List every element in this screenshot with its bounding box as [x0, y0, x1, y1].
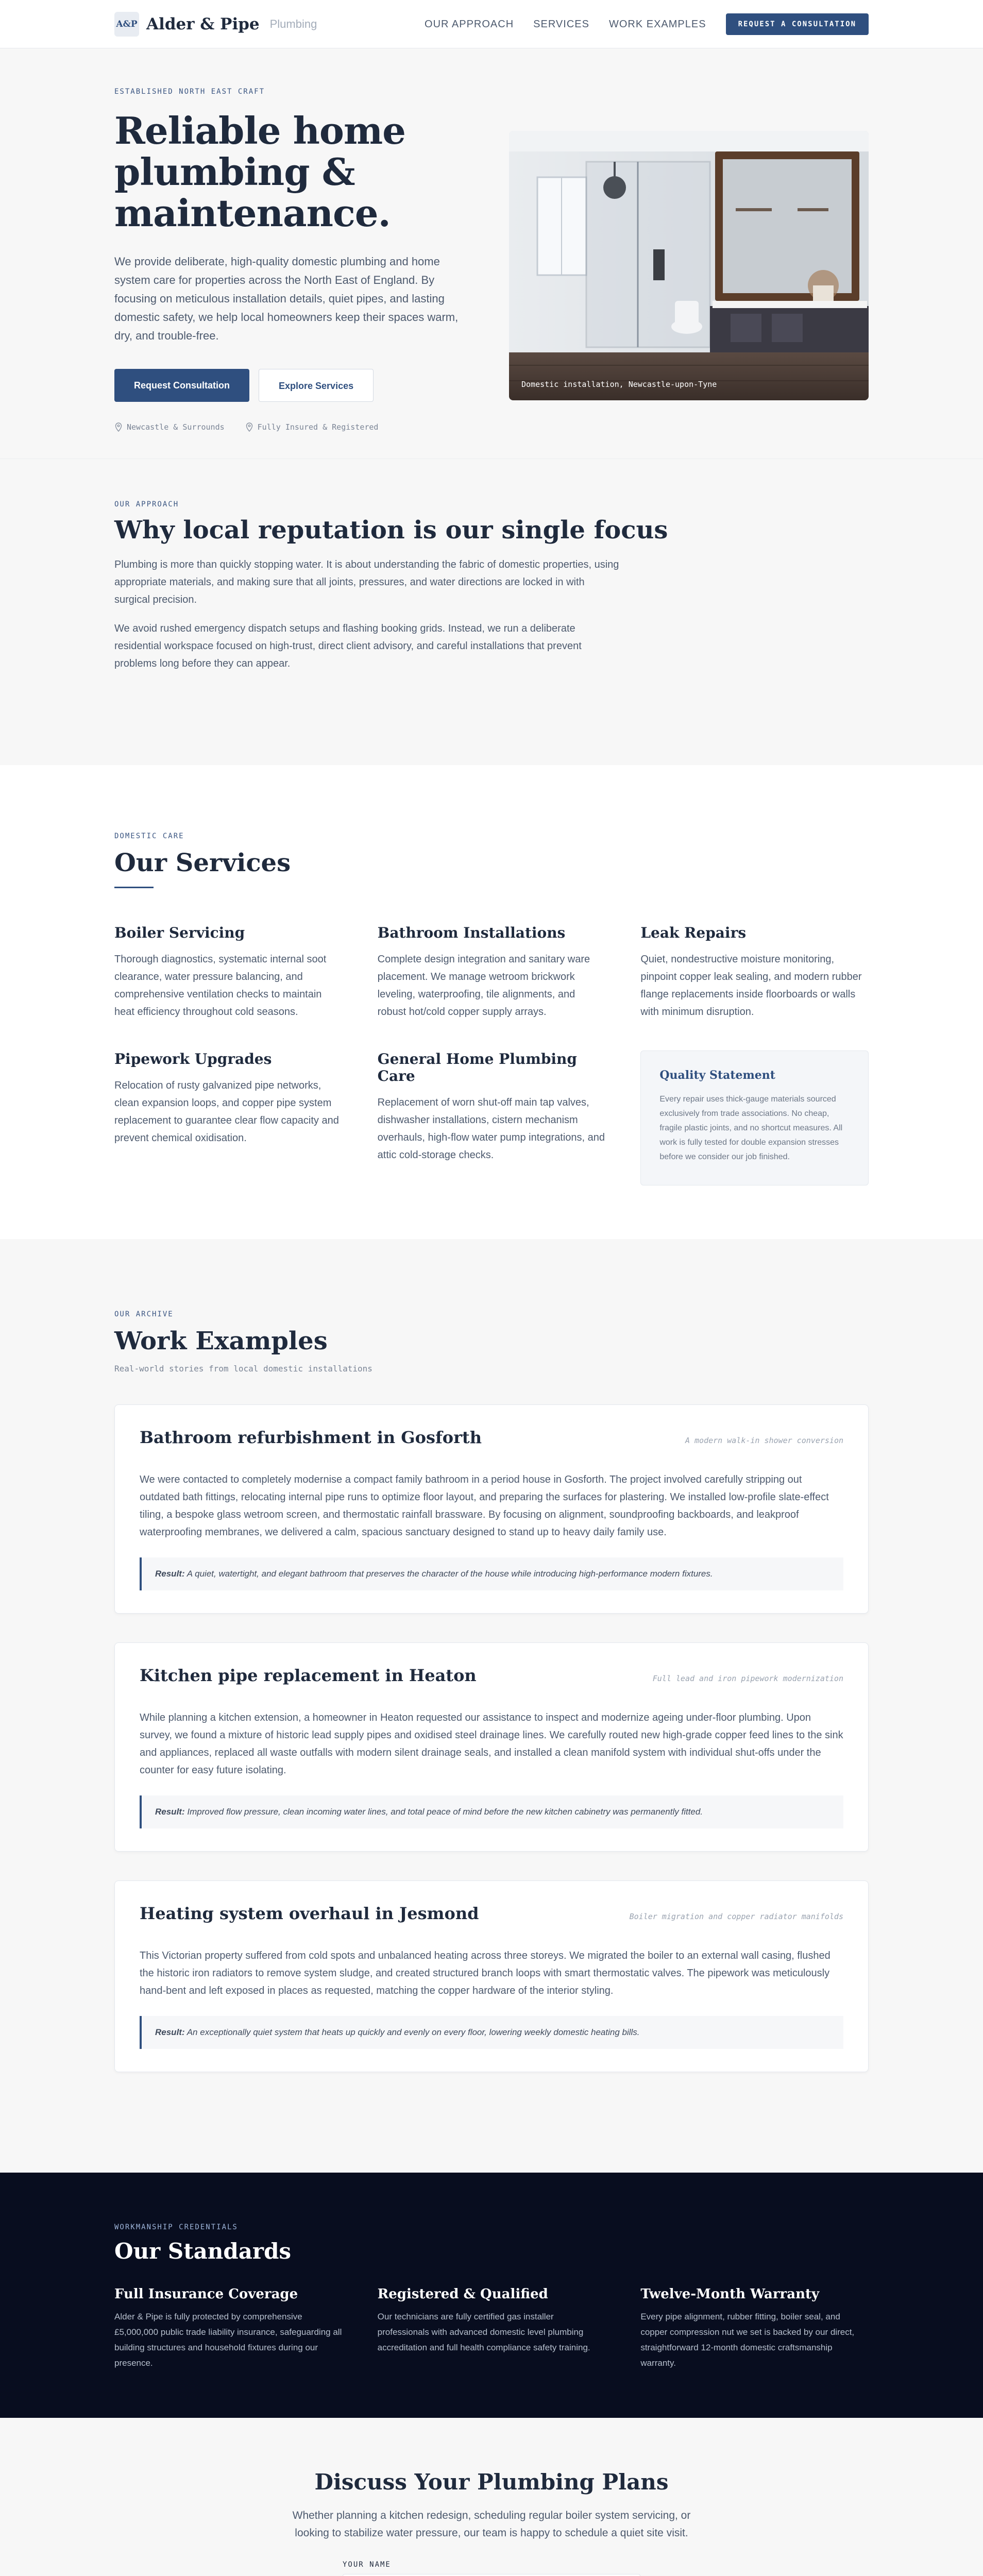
insured-tag-label: Fully Insured & Registered [257, 422, 379, 432]
service-title: General Home Plumbing Care [377, 1050, 577, 1084]
nav-work-examples[interactable]: WORK EXAMPLES [608, 18, 706, 30]
name-input[interactable] [343, 2574, 640, 2576]
brand-subtitle: Plumbing [269, 18, 317, 30]
result-label: Result: [155, 1569, 185, 1579]
work-examples-section [0, 1239, 983, 2173]
result-text: An exceptionally quiet system that heats up quickly and evenly on every floor, lowering weekly domestic heating bills. [187, 2027, 640, 2037]
services-section [0, 765, 983, 1239]
approach-paragraph: Plumbing is more than quickly stopping water. It is about understanding the fabric of domestic properties, using appropriate materials, and making sure that all joints, pressures, and water directions are locked in with surgical precision. [114, 559, 619, 605]
result-text: A quiet, watertight, and elegant bathroom that preserves the character of the house while introducing high-performance modern fixtures. [187, 1569, 713, 1579]
hero-title: Reliable home plumbing & maintenance. [114, 109, 405, 235]
approach-paragraph: We avoid rushed emergency dispatch setups and flashing booking grids. Instead, we run a deliberate residential workspace focused on high-trust, direct client advisory, and careful installations that prevent problems long before they can appear. [114, 623, 582, 669]
standard-text: Every pipe alignment, rubber fitting, boiler seal, and copper compression nut we set is backed by our direct, straightforward 12-month domestic craftsmanship warranty. [640, 2312, 855, 2368]
standards-title: Our Standards [114, 2239, 292, 2264]
brand-name: Alder & Pipe [146, 15, 260, 33]
case-card-gosforth [114, 1404, 869, 1614]
case-body: We were contacted to completely modernise a compact family bathroom in a period house in Gosforth. The project involved carefully stripping out outdated bath fittings, relocating internal pipe runs to optimize floor layout, and preparing the surfaces for plastering. We installed low-profile slate-effect tiling, a bespoke glass wetroom screen, and thermostatic rainfall brassware. By focusing on alignment, soundproofing backboards, and leakproof waterproofing membranes, we delivered a calm, spacious sanctuary designed to stand up to heavy daily family use. [140, 1474, 829, 1538]
service-title: Leak Repairs [640, 924, 747, 941]
nav-our-approach[interactable]: OUR APPROACH [425, 18, 514, 30]
request-consultation-button[interactable]: REQUEST A CONSULTATION [726, 13, 869, 35]
bathroom-illustration [509, 131, 869, 400]
case-result [140, 1795, 843, 1828]
bathroom-photo [509, 131, 869, 400]
case-title: Heating system overhaul in Jesmond [140, 1904, 479, 1923]
approach-eyebrow: OUR APPROACH [114, 500, 179, 509]
case-note: Boiler migration and copper radiator manifolds [629, 1912, 843, 1921]
request-consultation-primary-button[interactable]: Request Consultation [114, 369, 249, 402]
result-label: Result: [155, 2027, 185, 2037]
case-card-heaton [114, 1642, 869, 1852]
service-leak-repairs [640, 924, 869, 1021]
brand[interactable] [114, 12, 317, 37]
case-result [140, 2016, 843, 2049]
location-tag-label: Newcastle & Surrounds [127, 422, 225, 432]
work-subtitle: Real-world stories from local domestic installations [114, 1364, 372, 1374]
standards-section [0, 2173, 983, 2418]
case-note: Full lead and iron pipework modernization [652, 1674, 843, 1683]
contact-lead: Whether planning a kitchen redesign, scheduling regular boiler system servicing, or looking to stabilize water pressure, our team is happy to schedule a quiet site visit. [292, 2510, 691, 2539]
service-general-care [378, 1050, 606, 1185]
result-label: Result: [155, 1807, 185, 1817]
insured-tag [245, 422, 379, 432]
service-bathroom-installations [378, 924, 606, 1021]
logo: A&P [114, 12, 139, 37]
service-pipework-upgrades [114, 1050, 343, 1185]
services-eyebrow: DOMESTIC CARE [114, 832, 184, 840]
quality-title: Quality Statement [659, 1069, 775, 1082]
service-text: Replacement of worn shut-off main tap valves, dishwasher installations, cistern mechanism overhauls, high-flow water pump integrations, and attic cold-storage checks. [377, 1097, 605, 1161]
case-body: While planning a kitchen extension, a homeowner in Heaton requested our assistance to inspect and modernize ageing under-floor plumbing. Upon survey, we found a mixture of historic lead supply pipes and oxidised steel drainage lines. We carefully routed new high-grade copper feed lines to the sink and appliances, replaced all waste outfalls with modern silent drainage seals, and installed a clean manifold system with individual shut-offs under the counter for easy future isolating. [140, 1712, 843, 1776]
standard-text: Our technicians are fully certified gas installer professionals with advanced domestic level plumbing accreditation and full health compliance safety training. [377, 2312, 590, 2352]
work-title: Work Examples [114, 1327, 328, 1355]
map-pin-icon [114, 422, 123, 432]
service-text: Complete design integration and sanitary ware placement. We manage wetroom brickwork leveling, waterproofing, tile alignments, and robust hot/cold copper supply arrays. [377, 954, 590, 1018]
badge-pin-icon [245, 422, 253, 432]
service-title: Pipework Upgrades [114, 1050, 272, 1067]
case-card-jesmond [114, 1880, 869, 2072]
site-header [0, 0, 983, 48]
standard-registered [378, 2286, 606, 2371]
contact-section [0, 2418, 983, 2576]
service-title: Boiler Servicing [114, 924, 245, 941]
quality-text: Every repair uses thick-gauge materials sourced exclusively from trade associations. No cheap, fragile plastic joints, and no shortcut measures. All work is fully tested for double expansion stresses before we consider our job finished. [659, 1095, 843, 1161]
hero-intro: We provide deliberate, high-quality domestic plumbing and home system care for properties across the North East of England. By focusing on meticulous installation details, quiet pipes, and lasting domestic safety, we help local homeowners keep their spaces warm, dry, and trouble-free. [114, 255, 459, 342]
result-text: Improved flow pressure, clean incoming water lines, and total peace of mind before the new kitchen cabinetry was permanently fitted. [187, 1807, 703, 1817]
hero-section [0, 48, 983, 459]
approach-title: Why local reputation is our single focus [114, 516, 668, 545]
explore-services-button[interactable]: Explore Services [259, 369, 374, 402]
case-note: A modern walk-in shower conversion [685, 1436, 843, 1445]
main-nav [425, 13, 869, 35]
service-text: Quiet, nondestructive moisture monitoring, pinpoint copper leak sealing, and modern rubber flange replacements inside floorboards or walls with minimum disruption. [640, 954, 862, 1018]
case-result [140, 1557, 843, 1590]
standards-eyebrow: WORKMANSHIP CREDENTIALS [114, 2223, 238, 2231]
consultation-form [343, 2561, 640, 2576]
case-title: Bathroom refurbishment in Gosforth [140, 1428, 482, 1447]
approach-section [0, 459, 983, 765]
case-body: This Victorian property suffered from cold spots and unbalanced heating across three storeys. We migrated the boiler to an external wall casing, flushed the historic iron radiators to remove system sludge, and created structured branch loops with smart thermostatic valves. The pipework was meticulously hand-bent and left exposed in places as requested, matching the copper hardware of the interior styling. [140, 1950, 831, 1996]
quality-statement-card [640, 1050, 869, 1185]
standard-title: Full Insurance Coverage [114, 2286, 298, 2302]
location-tag [114, 422, 225, 432]
standard-text: Alder & Pipe is fully protected by comprehensive £5,000,000 public trade liability insurance, safeguarding all building structures and household fixtures during our presence. [114, 2312, 342, 2368]
service-boiler-servicing [114, 924, 343, 1021]
service-text: Thorough diagnostics, systematic internal soot clearance, water pressure balancing, and comprehensive ventilation checks to maintain heat efficiency throughout cold seasons. [114, 954, 327, 1018]
service-title: Bathroom Installations [377, 924, 566, 941]
standard-insurance [114, 2286, 343, 2371]
standard-warranty [640, 2286, 869, 2371]
title-underline [114, 887, 154, 888]
case-title: Kitchen pipe replacement in Heaton [140, 1666, 477, 1685]
contact-title: Discuss Your Plumbing Plans [314, 2469, 669, 2495]
standard-title: Registered & Qualified [377, 2286, 548, 2302]
nav-services[interactable]: SERVICES [533, 18, 589, 30]
work-eyebrow: OUR ARCHIVE [114, 1310, 174, 1318]
service-text: Relocation of rusty galvanized pipe networks, clean expansion loops, and copper pipe system replacement to guarantee clear flow capacity and prevent chemical oxidisation. [114, 1080, 339, 1144]
services-title: Our Services [114, 849, 291, 877]
hero-eyebrow: ESTABLISHED NORTH EAST CRAFT [114, 88, 265, 96]
photo-caption: Domestic installation, Newcastle-upon-Tyne [521, 380, 717, 389]
name-label: YOUR NAME [343, 2561, 391, 2569]
standard-title: Twelve-Month Warranty [640, 2286, 820, 2302]
